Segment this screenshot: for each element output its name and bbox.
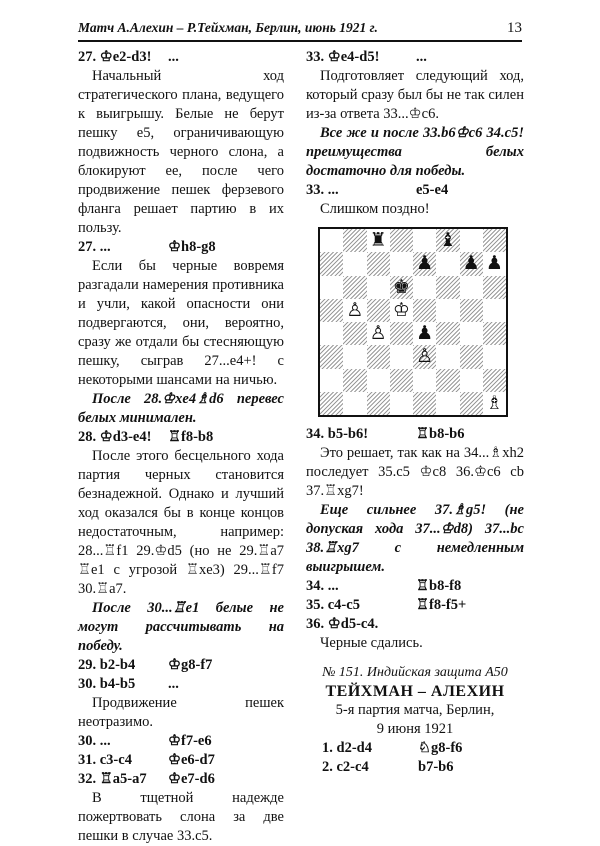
- move-28: 28. ♔d3-e4! ♖f8-b8: [78, 429, 214, 445]
- board-square: [483, 252, 506, 275]
- board-square: [320, 392, 343, 415]
- chess-piece-icon: ♚: [392, 276, 410, 298]
- annotation-4: Еще сильнее 37.♗g5! (не допуская хода 37...♔d8) 37...bc 38.♖xg7 с немедленным выигрышем.: [306, 502, 524, 575]
- chess-piece-icon: ♟: [462, 253, 480, 275]
- board-square: [436, 322, 459, 345]
- board-square: [367, 322, 390, 345]
- header-title: Матч А.Алехин – Р.Тейхман, Берлин, июнь 1921 г.: [78, 20, 378, 35]
- annotation-3: Все же и после 33.b6♔c6 34.c5! преимущества белых достаточно для победы.: [306, 125, 524, 179]
- board-square: [413, 252, 436, 275]
- move-27-white: 27. ♔e2-d3! ...: [78, 49, 179, 65]
- game-header: [306, 663, 524, 777]
- board-square: [436, 229, 459, 252]
- board-square: [436, 345, 459, 368]
- move-33-white: 33. ♔e4-d5! ...: [306, 49, 427, 65]
- board-square: [343, 276, 366, 299]
- board-square: [413, 229, 436, 252]
- board-square: [390, 252, 413, 275]
- move-34-white: 34. b5-b6! ♖b8-b6: [306, 426, 465, 442]
- board-square: [390, 345, 413, 368]
- board-square: [460, 392, 483, 415]
- commentary-7: Это решает, так как на 34...♗xh2 последует 35.c5 ♔c8 36.♔c6 cb 37.♖xg7!: [306, 445, 524, 499]
- board-square: [320, 345, 343, 368]
- board-square: [436, 369, 459, 392]
- commentary-2: Если бы черные вовремя разгадали намерения противника и учли, какой опасности они подвергаются, они, вероятно, сразу же отдали бы стесняющую пешку, сыграв 27...е4+! с некоторыми шансами на ничью.: [78, 258, 284, 388]
- chess-piece-icon: ♟: [416, 253, 434, 275]
- commentary-5: В тщетной надежде пожертвовать слона за две пешки в случае 33.c5.: [78, 790, 284, 844]
- chess-piece-icon: ♙: [346, 299, 364, 321]
- board-square: [483, 392, 506, 415]
- board-square: [390, 392, 413, 415]
- board-square: [436, 276, 459, 299]
- board-square: [367, 345, 390, 368]
- board-square: [460, 229, 483, 252]
- game-number: № 151. Индийская защита А50: [322, 665, 508, 680]
- chess-piece-icon: ♔: [392, 299, 410, 321]
- move-35: 35. c4-c5 ♖f8-f5+: [306, 597, 467, 613]
- move-27-black: 27. ... ♔h8-g8: [78, 239, 216, 255]
- board-square: [413, 322, 436, 345]
- board-square: [320, 322, 343, 345]
- board-square: [390, 276, 413, 299]
- board-square: [343, 392, 366, 415]
- commentary-1: Начальный ход стратегического плана, ведущего к выигрышу. Белые не берут пешку е5, ограничивающую подвижность черного слона, а блокируют ее, после чего продвижение пешек ферзевого фланга решает партию в их пользу.: [78, 68, 284, 236]
- board-square: [367, 299, 390, 322]
- board-square: [343, 252, 366, 275]
- board-square: [483, 322, 506, 345]
- board-square: [413, 392, 436, 415]
- commentary-3: После этого бесцельного хода партия черных становится безнадежной. Однако и лучший ход оказался бы в конце концов недостаточным, например: 28...♖f1 29.♔d5 (но не 29.♖a7 ♖e1 с угрозой ♖xe3) 29...♖f7 30.♖a7.: [78, 448, 284, 597]
- move-31: 31. c3-c4 ♔e6-d7: [78, 752, 215, 768]
- board-square: [436, 252, 459, 275]
- board-square: [320, 299, 343, 322]
- board-square: [460, 252, 483, 275]
- board-square: [367, 229, 390, 252]
- chess-piece-icon: ♙: [416, 346, 434, 368]
- board-square: [436, 392, 459, 415]
- board-square: [390, 299, 413, 322]
- board-square: [413, 369, 436, 392]
- board-square: [343, 299, 366, 322]
- chess-board-diagram: [318, 227, 508, 417]
- board-square: [413, 299, 436, 322]
- move-33-black: 33. ... e5-e4: [306, 182, 449, 198]
- board-square: [483, 276, 506, 299]
- chess-piece-icon: ♝: [439, 230, 457, 252]
- board-square: [367, 252, 390, 275]
- board-square: [483, 369, 506, 392]
- board-square: [320, 252, 343, 275]
- left-column: [78, 48, 284, 846]
- move-30-white: 30. b4-b5 ...: [78, 676, 179, 692]
- players: ТЕЙХМАН – АЛЕХИН: [325, 683, 505, 700]
- resignation-text: Черные сдались.: [320, 635, 423, 651]
- board-square: [460, 322, 483, 345]
- event: 5-я партия матча, Берлин,: [335, 702, 495, 718]
- board-square: [390, 369, 413, 392]
- move-1: 1. d2-d4 ♘g8-f6: [322, 740, 463, 756]
- chess-piece-icon: ♜: [369, 230, 387, 252]
- board-square: [343, 322, 366, 345]
- move-2: 2. c2-c4 b7-b6: [322, 759, 454, 775]
- page-number: 13: [507, 20, 522, 36]
- board-square: [413, 276, 436, 299]
- board-square: [390, 229, 413, 252]
- chess-piece-icon: ♙: [369, 323, 387, 345]
- board-square: [460, 345, 483, 368]
- board-square: [367, 276, 390, 299]
- annotation-2: После 30...♖e1 белые не могут рассчитывать на победу.: [78, 600, 284, 654]
- move-36: 36. ♔d5-c4.: [306, 616, 379, 632]
- chess-piece-icon: ♗: [485, 392, 503, 414]
- board-square: [320, 369, 343, 392]
- board-square: [460, 276, 483, 299]
- board-square: [367, 369, 390, 392]
- move-32: 32. ♖a5-a7 ♔e7-d6: [78, 771, 215, 787]
- move-29: 29. b2-b4 ♔g8-f7: [78, 657, 213, 673]
- board-square: [343, 229, 366, 252]
- board-square: [320, 229, 343, 252]
- commentary-6: Подготовляет следующий ход, который сразу был бы не так силен из-за ответа 33...♔c6.: [306, 68, 524, 122]
- running-header: [78, 20, 522, 42]
- board-square: [460, 299, 483, 322]
- board-square: [460, 369, 483, 392]
- chess-piece-icon: ♟: [485, 253, 503, 275]
- board-square: [483, 345, 506, 368]
- board-square: [413, 345, 436, 368]
- board-square: [367, 392, 390, 415]
- right-column: [306, 48, 524, 777]
- board-square: [483, 229, 506, 252]
- board-square: [436, 299, 459, 322]
- board-square: [343, 369, 366, 392]
- date: 9 июня 1921: [376, 721, 454, 737]
- board-square: [483, 299, 506, 322]
- too-late-text: Слишком поздно!: [320, 201, 430, 217]
- board-square: [320, 276, 343, 299]
- move-34-black: 34. ... ♖b8-f8: [306, 578, 462, 594]
- commentary-4: Продвижение пешек неотразимо.: [78, 695, 284, 730]
- board-square: [343, 345, 366, 368]
- board-square: [390, 322, 413, 345]
- move-30-black: 30. ... ♔f7-e6: [78, 733, 212, 749]
- chess-piece-icon: ♟: [416, 323, 434, 345]
- annotation-1: После 28.♔xe4♗d6 перевес белых минимален.: [78, 391, 284, 426]
